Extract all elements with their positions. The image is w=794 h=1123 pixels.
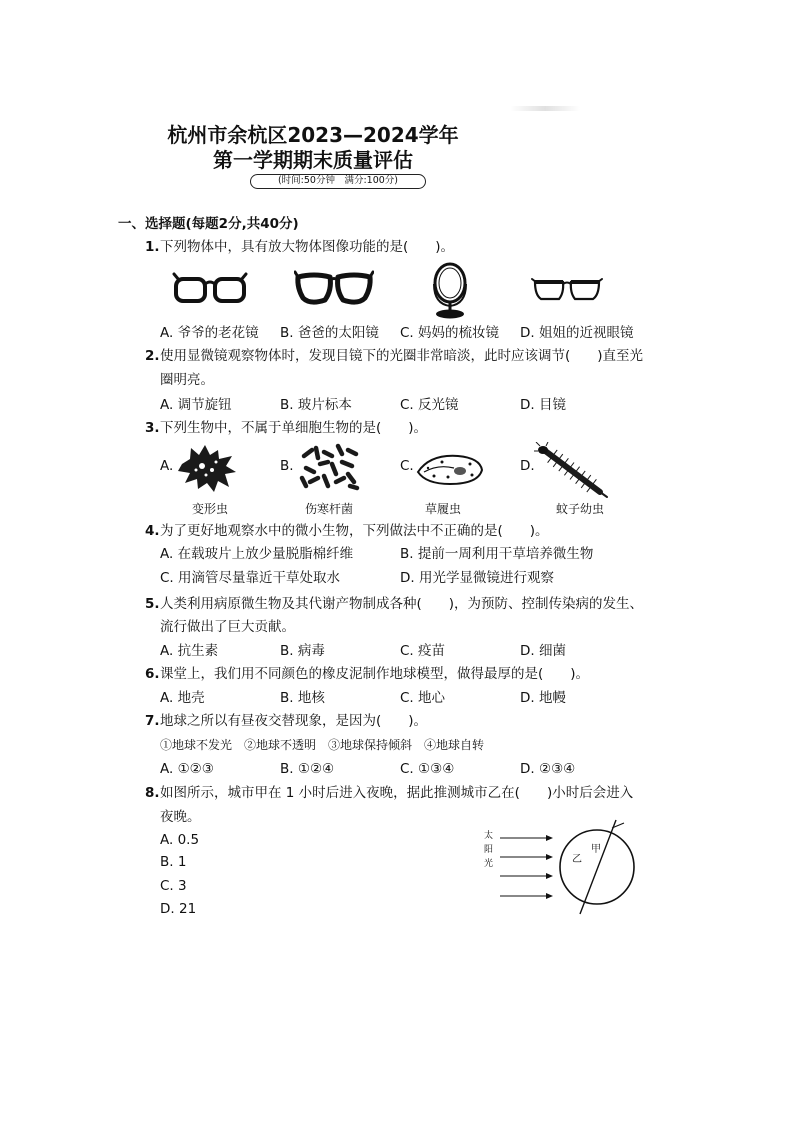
exam-title-line2: 第一学期期末质量评估 <box>213 148 413 172</box>
typhoid-bacillus-icon <box>298 442 360 492</box>
option-c: C. 妈妈的梳妆镜 <box>400 325 500 341</box>
question-text: 下列生物中，不属于单细胞生物的是( )。 <box>160 420 428 436</box>
myopia-glasses-icon <box>529 273 605 305</box>
question-text: 如图所示，城市甲在 1 小时后进入夜晚，据此推测城市乙在( )小时后会进入 <box>160 785 634 801</box>
question-text: 地球之所以有昼夜交替现象，是因为( )。 <box>160 713 428 729</box>
question-text: 使用显微镜观察物体时，发现目镜下的光圈非常暗淡，此时应该调节( )直至光 <box>160 348 644 364</box>
question-statements: ①地球不发光 ②地球不透明 ③地球保持倾斜 ④地球自转 <box>160 738 485 752</box>
question-number: 1. <box>145 239 160 255</box>
option-b: B. 爸爸的太阳镜 <box>280 325 379 341</box>
question-number: 7. <box>145 713 160 729</box>
organism-label-b: 伤寒杆菌 <box>305 502 354 516</box>
option-d: D. ②③④ <box>520 761 576 777</box>
earth-axis <box>580 820 616 914</box>
option-a: A. 在载玻片上放少量脱脂棉纤维 <box>160 546 354 562</box>
option-d: D. <box>520 458 535 474</box>
option-a: A. <box>160 458 174 474</box>
option-b: B. 提前一周利用干草培养微生物 <box>400 546 594 562</box>
question-number: 5. <box>145 596 160 612</box>
option-c: C. 反光镜 <box>400 397 459 413</box>
mosquito-larva-icon <box>534 442 610 500</box>
sunlight-label: 太阳光 <box>482 830 492 872</box>
option-a: A. 地壳 <box>160 690 205 706</box>
option-b: B. <box>280 458 294 474</box>
city-b-label: 乙 <box>572 854 582 865</box>
option-a: A. 调节旋钮 <box>160 397 232 413</box>
paramecium-icon <box>414 450 486 488</box>
option-a: A. ①②③ <box>160 761 214 777</box>
vanity-mirror-icon <box>427 262 473 320</box>
city-a-label: 甲 <box>591 844 601 855</box>
option-d: D. 地幔 <box>520 690 566 706</box>
question-text-continued: 流行做出了巨大贡献。 <box>160 619 295 635</box>
option-c: C. 地心 <box>400 690 446 706</box>
option-c: C. ①③④ <box>400 761 455 777</box>
option-b: B. 地核 <box>280 690 325 706</box>
question-number: 8. <box>145 785 160 801</box>
question-text: 课堂上，我们用不同颜色的橡皮泥制作地球模型，做得最厚的是( )。 <box>160 666 590 682</box>
option-d: D. 用光学显微镜进行观察 <box>400 570 554 586</box>
exam-title-line1: 杭州市余杭区2023—2024学年 <box>167 123 459 147</box>
question-text: 下列物体中，具有放大物体图像功能的是( )。 <box>160 239 455 255</box>
option-b: B. 1 <box>160 854 187 870</box>
question-text-continued: 夜晚。 <box>160 809 201 825</box>
option-d: D. 21 <box>160 901 197 917</box>
question-number: 3. <box>145 420 160 436</box>
earth-circle <box>560 830 634 904</box>
question-text-continued: 圈明亮。 <box>160 372 214 388</box>
option-d: D. 姐姐的近视眼镜 <box>520 325 634 341</box>
question-text: 为了更好地观察水中的微小生物，下列做法中不正确的是( )。 <box>160 523 549 539</box>
option-d: D. 目镜 <box>520 397 566 413</box>
option-b: B. 病毒 <box>280 643 325 659</box>
reading-glasses-icon <box>171 270 249 308</box>
organism-label-a: 变形虫 <box>192 502 229 516</box>
option-b: B. ①②④ <box>280 761 335 777</box>
amoeba-icon <box>174 442 240 494</box>
option-a: A. 抗生素 <box>160 643 219 659</box>
question-number: 2. <box>145 348 160 364</box>
option-a: A. 0.5 <box>160 832 200 848</box>
question-text: 人类利用病原微生物及其代谢产物制成各种( )，为预防、控制传染病的发生、 <box>160 596 644 612</box>
option-b: B. 玻片标本 <box>280 397 352 413</box>
sunglasses-icon <box>294 268 374 308</box>
day-night-diagram <box>478 812 643 920</box>
exam-time-score-note: (时间:50分钟 满分:100分) <box>250 174 426 189</box>
section-heading: 一、选择题(每题2分,共40分) <box>118 216 299 232</box>
option-d: D. 细菌 <box>520 643 566 659</box>
option-a: A. 爷爷的老花镜 <box>160 325 259 341</box>
organism-label-c: 草履虫 <box>425 502 462 516</box>
option-c: C. 疫苗 <box>400 643 446 659</box>
question-number: 6. <box>145 666 160 682</box>
option-c: C. 用滴管尽量靠近干草处取水 <box>160 570 341 586</box>
scan-smudge <box>510 106 580 111</box>
option-c: C. <box>400 458 414 474</box>
question-number: 4. <box>145 523 160 539</box>
option-c: C. 3 <box>160 878 187 894</box>
organism-label-d: 蚊子幼虫 <box>556 502 605 516</box>
